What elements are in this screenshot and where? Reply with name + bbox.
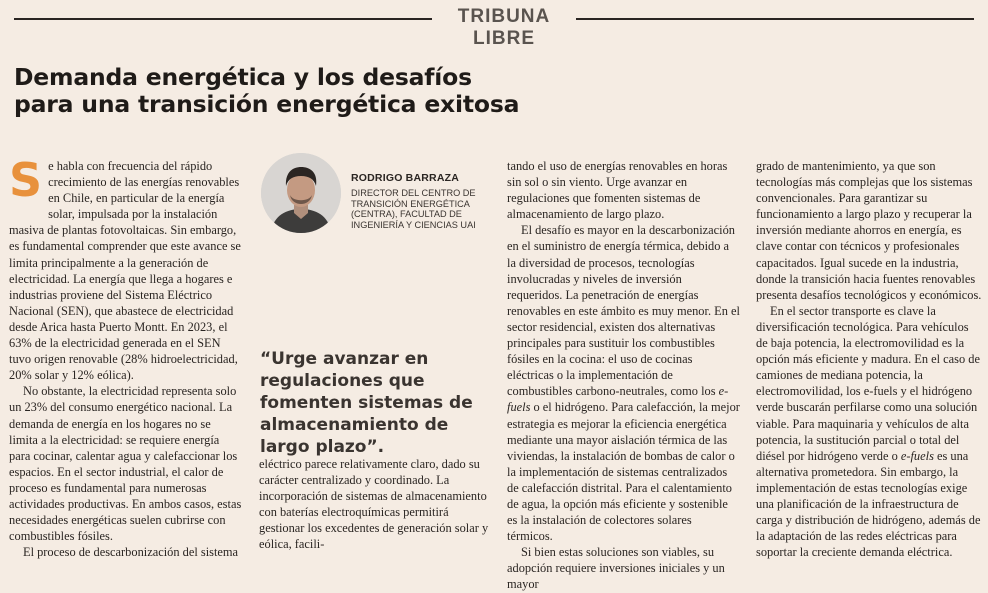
efuels-term: e-fuels <box>507 384 729 415</box>
paragraph-1: Se habla con frecuencia del rápido crecimiento de las energías renovables en Chile, en particular de la energía solar, impulsada por la instalación masiva de plantas fotovoltaicas. Sin embargo, es fundamental comprender que este avance se limita principalmente a la generación de electricidad. La energía que llega a hogares e industrias proviene del Sistema Eléctrico Nacional (SEN), que abastece de electricidad desde Arica hasta Puerto Montt. En 2023, el 63% de la electricidad generada en el SEN tuvo origen renovable (28% hidroelectricidad, 20% solar y 12% eólica). <box>9 153 241 383</box>
paragraph-3-continued: eléctrico parece relativamente claro, dado su carácter centralizado y coordinado. La incorporación de sistemas de almacenamiento con baterías electroquímicas permitirá gestionar los excedentes de generación solar y eólica, facili- <box>259 457 489 552</box>
author-role: DIRECTOR DEL CENTRO DE TRANSICIÓN ENERGÉTICA (CENTRA), FACULTAD DE INGENIERÍA Y CIENCIAS UAI <box>351 188 476 230</box>
article-column-3 <box>507 158 740 593</box>
paragraph-6: En el sector transporte es clave la diversificación tecnológica. Para vehículos de baja potencia, la electromovilidad es la opción más eficiente y madura. En el caso de camiones de mediana potencia, la electromovilidad, los e-fuels y el hidrógeno verde buscarán perfilarse como una solución viable. Para maquinaria y vehículos de alta potencia, la sustitución parcial o total del diésel por hidrógeno verde o e-fuels es una alternativa prometedora. Sin embargo, la implementación de estas tecnologías exige una planificación de la infraestructura de carga y distribución de hidrógeno, además de la adaptación de las redes eléctricas para soportar la creciente demanda eléctrica. <box>756 303 981 560</box>
drop-cap: S <box>9 153 43 207</box>
paragraph-5-start: Si bien estas soluciones son viables, su adopción requiere inversiones iniciales y un mayor <box>507 545 725 592</box>
efuels-term-2: e-fuels <box>900 448 934 463</box>
article-column-1 <box>9 153 242 560</box>
paragraph-5-end: grado de mantenimiento, ya que son tecnologías más complejas que los sistemas convencionales. Para garantizar su funcionamiento a largo plazo y recuperar la inversión mediante ahorros en energía, es clave contar con técnicos y profesionales capacitados. Igual sucede en la industria, donde la transición hacia fuentes renovables presenta desafíos tecnológicos y económicos. <box>756 159 982 302</box>
paragraph-2: No obstante, la electricidad representa solo un 23% del consumo energético nacional. La demanda de energía en los hogares no se limita a la electricidad: se requiere energía para cocinar, calentar agua y calefaccionar los espacios. En el sector industrial, el calor de proceso es fundamental para numerosas actividades productivas. En ambos casos, estas necesidades energéticas suelen cubrirse con combustibles fósiles. <box>9 384 242 544</box>
pull-quote: “Urge avanzar en regulaciones que fomenten sistemas de almacenamiento de largo plazo”. <box>260 349 473 457</box>
headline-line-1: Demanda energética y los desafíos <box>14 63 472 91</box>
article-headline <box>14 64 614 118</box>
author-info <box>351 172 501 230</box>
header-rule-right <box>576 18 974 20</box>
headline-line-2: para una transición energética exitosa <box>14 90 520 118</box>
article-column-2 <box>259 456 491 553</box>
section-header <box>0 6 988 49</box>
paragraph-3-end: tando el uso de energías renovables en horas sin sol o sin viento. Urge avanzar en regulaciones que fomenten sistemas de almacenamiento de largo plazo. <box>507 159 728 222</box>
article-column-4 <box>756 158 982 560</box>
header-rule-left <box>14 18 432 20</box>
author-photo <box>261 153 341 233</box>
paragraph-4: El desafío es mayor en la descarbonización en el suministro de energía térmica, debido a la diversidad de procesos, tecnologías involucradas y niveles de inversión requeridos. La penetración de energías renovables en este ámbito es muy menor. En el sector residencial, existen dos alternativas principales para sustituir los combustibles fósiles en la cocina: el uso de cocinas eléctricas o la implementación de combustibles carbono-neutrales, como los e-fuels o el hidrógeno. Para calefacción, la mejor estrategia es mejorar la eficiencia energética mediante una mayor aislación térmica de las viviendas, la instalación de bombas de calor o la implementación de sistemas centralizados de calefacción distrital. Para el calentamiento de agua, la opción más eficiente y sostenible es la instalación de colectores solares térmicos. <box>507 223 740 544</box>
section-label: TRIBUNA LIBRE <box>457 6 551 49</box>
paragraph-3-start: El proceso de descarbonización del sistema <box>23 545 239 560</box>
author-name: RODRIGO BARRAZA <box>351 172 459 184</box>
author-portrait-icon <box>261 153 341 233</box>
